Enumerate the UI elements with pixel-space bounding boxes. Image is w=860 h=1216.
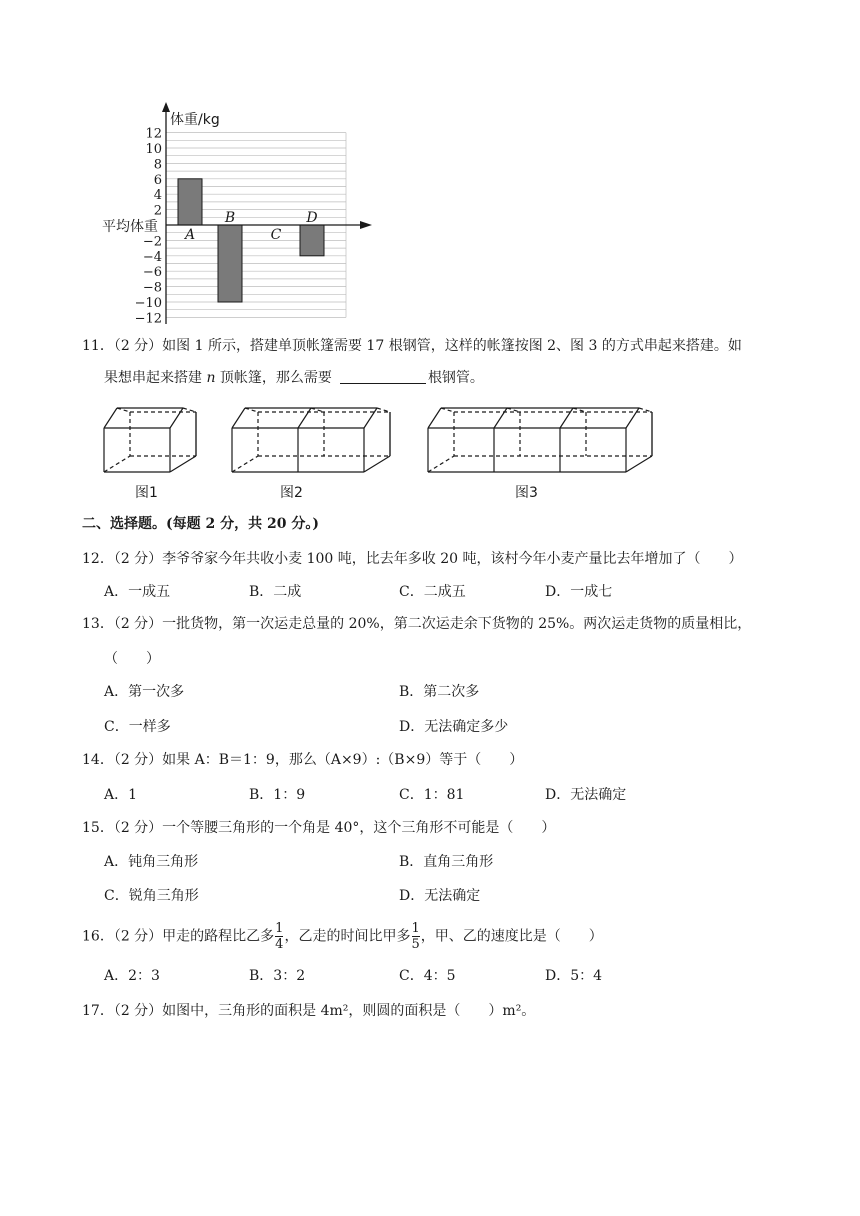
edge xyxy=(428,408,441,428)
edge xyxy=(626,456,652,472)
q16-option-d[interactable]: D．5：4 xyxy=(545,968,603,984)
y-axis-label: 体重/kg xyxy=(170,112,220,128)
q12-option-d[interactable]: D．一成七 xyxy=(545,584,613,600)
y-tick-label: 10 xyxy=(145,142,162,157)
bar-a xyxy=(178,179,202,225)
edge xyxy=(494,408,507,428)
y-tick-label: −10 xyxy=(134,296,162,311)
q14-option-d[interactable]: D．无法确定 xyxy=(545,787,627,803)
q12-option-b[interactable]: B．二成 xyxy=(249,584,302,600)
hidden-edge xyxy=(183,408,196,412)
q15-option-d[interactable]: D．无法确定 xyxy=(399,888,481,904)
hidden-edge xyxy=(117,408,130,412)
y-tick-label: −6 xyxy=(142,265,162,281)
y-tick-label: −8 xyxy=(142,280,162,296)
category-label-c: C xyxy=(270,227,282,243)
q11-line1: 11．（2 分）如图 1 所示，搭建单顶帐篷需要 17 根钢管，这样的帐篷按图 2、图 3 的方式串起来搭建。如 xyxy=(82,338,742,354)
bar-b xyxy=(218,225,242,302)
hidden-edge xyxy=(245,408,258,412)
q15-option-a[interactable]: A．钝角三角形 xyxy=(104,854,199,870)
q16-stem: 16．（2 分）甲走的路程比乙多 $\frac{1}{4}$ ，乙走的时间比甲多 $\frac{1}{5}$ ，甲、乙的速度比是（ ） xyxy=(82,921,603,952)
q13-option-c[interactable]: C．一样多 xyxy=(104,719,171,735)
hidden-edge xyxy=(428,456,454,472)
q16-option-c[interactable]: C．4：5 xyxy=(399,968,456,984)
edge xyxy=(364,408,377,428)
y-tick-label: 2 xyxy=(153,203,162,219)
figure-caption-2: 图2 xyxy=(280,485,303,501)
y-tick-label: −4 xyxy=(142,249,162,265)
q13-option-b[interactable]: B．第二次多 xyxy=(399,684,480,700)
category-label-b: B xyxy=(224,210,236,226)
edge xyxy=(626,408,639,428)
q12-stem: 12．（2 分）李爷爷家今年共收小麦 100 吨，比去年多收 20 吨，该村今年小麦产量比去年增加了（ ） xyxy=(82,551,743,567)
q16-option-a[interactable]: A．2：3 xyxy=(104,968,160,984)
figure-caption-1: 图1 xyxy=(135,485,158,501)
hidden-edge xyxy=(104,456,130,472)
q13-option-d[interactable]: D．无法确定多少 xyxy=(399,719,509,735)
edge xyxy=(170,408,183,428)
hidden-edge xyxy=(639,408,652,412)
category-label-a: A xyxy=(184,227,196,243)
q11-line2: 果想串起来搭建 n 顶帐篷，那么需要 根钢管。 xyxy=(104,370,484,386)
q15-option-c[interactable]: C．锐角三角形 xyxy=(104,888,199,904)
q15-option-b[interactable]: B．直角三角形 xyxy=(399,854,494,870)
edge xyxy=(298,408,311,428)
hidden-edge xyxy=(441,408,454,412)
hidden-edge xyxy=(311,408,324,412)
y-tick-label: 8 xyxy=(153,157,162,173)
q17-stem: 17．（2 分）如图中，三角形的面积是 4m²，则圆的面积是（ ）m²。 xyxy=(82,1003,536,1019)
q14-stem: 14．（2 分）如果 A：B＝1：9，那么（A×9）:（B×9）等于（ ） xyxy=(82,752,524,768)
category-labels xyxy=(183,210,318,243)
hidden-edge xyxy=(507,408,520,412)
y-tick-label: 6 xyxy=(153,172,162,188)
hidden-edge xyxy=(573,408,586,412)
bar-d xyxy=(300,225,324,256)
q14-option-b[interactable]: B．1：9 xyxy=(249,787,306,803)
hidden-edge xyxy=(232,456,258,472)
section-heading: 二、选择题。(每题 2 分，共 20 分。) xyxy=(82,516,319,532)
y-tick-label: −12 xyxy=(134,311,162,327)
y-tick-label: 4 xyxy=(153,188,162,204)
edge xyxy=(170,456,196,472)
edge xyxy=(104,408,117,428)
y-tick-label: −2 xyxy=(142,234,162,250)
answer-blank[interactable] xyxy=(340,369,426,384)
q13-stem: 13．（2 分）一批货物，第一次运走总量的 20%，第二次运走余下货物的 25%。两次运走货物的质量相比， xyxy=(82,616,752,632)
baseline-label: 平均体重 xyxy=(102,219,158,235)
q12-option-c[interactable]: C．二成五 xyxy=(399,584,466,600)
figure-caption-3: 图3 xyxy=(515,485,538,501)
fraction-one-fifth: $\frac{1}{5}$ xyxy=(411,921,420,952)
q13-stem-2: （ ） xyxy=(104,651,160,667)
edge xyxy=(364,456,390,472)
q15-stem: 15．（2 分）一个等腰三角形的一个角是 40°，这个三角形不可能是（ ） xyxy=(82,820,556,836)
q13-option-a[interactable]: A．第一次多 xyxy=(104,684,185,700)
y-axis-arrow xyxy=(162,102,170,112)
q14-option-a[interactable]: A．1 xyxy=(104,787,138,803)
edge xyxy=(232,408,245,428)
x-axis-arrow xyxy=(360,221,372,229)
edge xyxy=(560,408,573,428)
q14-option-c[interactable]: C．1：81 xyxy=(399,787,465,803)
y-tick-label: 12 xyxy=(145,126,162,142)
q16-option-b[interactable]: B．3：2 xyxy=(249,968,306,984)
weight-bar-chart xyxy=(90,100,390,332)
category-label-d: D xyxy=(306,210,318,226)
tent-figures xyxy=(96,400,666,476)
fraction-one-quarter: $\frac{1}{4}$ xyxy=(275,921,284,952)
q12-option-a[interactable]: A．一成五 xyxy=(104,584,171,600)
hidden-edge xyxy=(377,408,390,412)
